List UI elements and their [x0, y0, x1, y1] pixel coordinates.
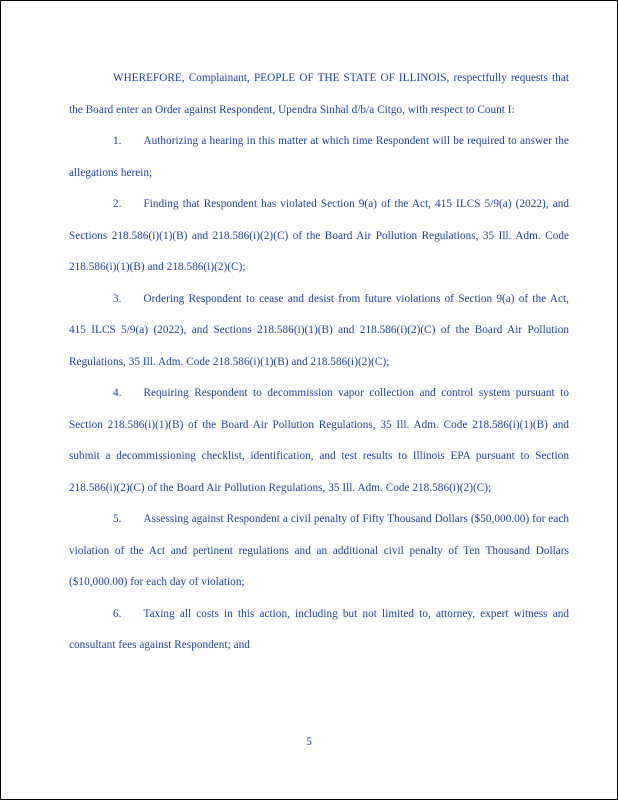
paragraph-wherefore [69, 63, 569, 126]
page-number: 5 [306, 736, 312, 748]
numbered-item-5 [69, 504, 569, 599]
paragraph-text: WHEREFORE, Complainant, PEOPLE OF THE STATE OF ILLINOIS, respectfully requests that the Board enter an Order against Respondent, Upendra Sinhal d/b/a Citgo, with respect to Count I: [69, 72, 569, 116]
item-number: 2. [113, 198, 122, 210]
numbered-item-2 [69, 189, 569, 284]
document-body [69, 63, 569, 662]
item-number: 4. [113, 387, 122, 399]
paragraph-text: Requiring Respondent to decommission vapor collection and control system pursuant to Section 218.586(i)(1)(B) of the Board Air Pollution Regulations, 35 Ill. Adm. Code 218.586(i)(1)(B) and submit a decommissioning checklist, identification, and test results to Illinois EPA pursuant to Section 218.586(i)(2)(C) of the Board Air Pollution Regulations, 35 Ill. Adm. Code 218.586(i)(2)(C); [69, 387, 569, 494]
item-number: 6. [113, 607, 122, 620]
numbered-item-1 [69, 126, 569, 189]
paragraph-text: Ordering Respondent to cease and desist from future violations of Section 9(a) of the Act, 415 ILCS 5/9(a) (2022), and Sections 218.586(i)(1)(B) and 218.586(i)(2)(C) of the Board Air Pollution Regulations, 35 Ill. Adm. Code 218.586(i)(1)(B) and 218.586(i)(2)(C); [69, 292, 569, 368]
numbered-item-6 [69, 599, 569, 662]
item-number: 3. [113, 292, 122, 305]
paragraph-text: Assessing against Respondent a civil penalty of Fifty Thousand Dollars ($50,000.00) for each violation of the Act and pertinent regulations and an additional civil penalty of Ten Thousand Dollars ($10,000.00) for each day of violation; [69, 513, 569, 588]
paragraph-text: Authorizing a hearing in this matter at which time Respondent will be required to answer the allegations herein; [69, 135, 569, 179]
item-number: 1. [113, 135, 122, 147]
numbered-item-3 [69, 284, 569, 379]
paragraph-text: Finding that Respondent has violated Section 9(a) of the Act, 415 ILCS 5/9(a) (2022), and Sections 218.586(i)(1)(B) and 218.586(i)(2)(C) of the Board Air Pollution Regulations, 35 Ill. Adm. Code 218.586(i)(1)(B) and 218.586(i)(2)(C); [69, 198, 569, 273]
numbered-item-4 [69, 378, 569, 504]
paragraph-text: Taxing all costs in this action, including but not limited to, attorney, expert witness and consultant fees against Respondent; and [69, 607, 569, 651]
item-number: 5. [113, 513, 122, 525]
